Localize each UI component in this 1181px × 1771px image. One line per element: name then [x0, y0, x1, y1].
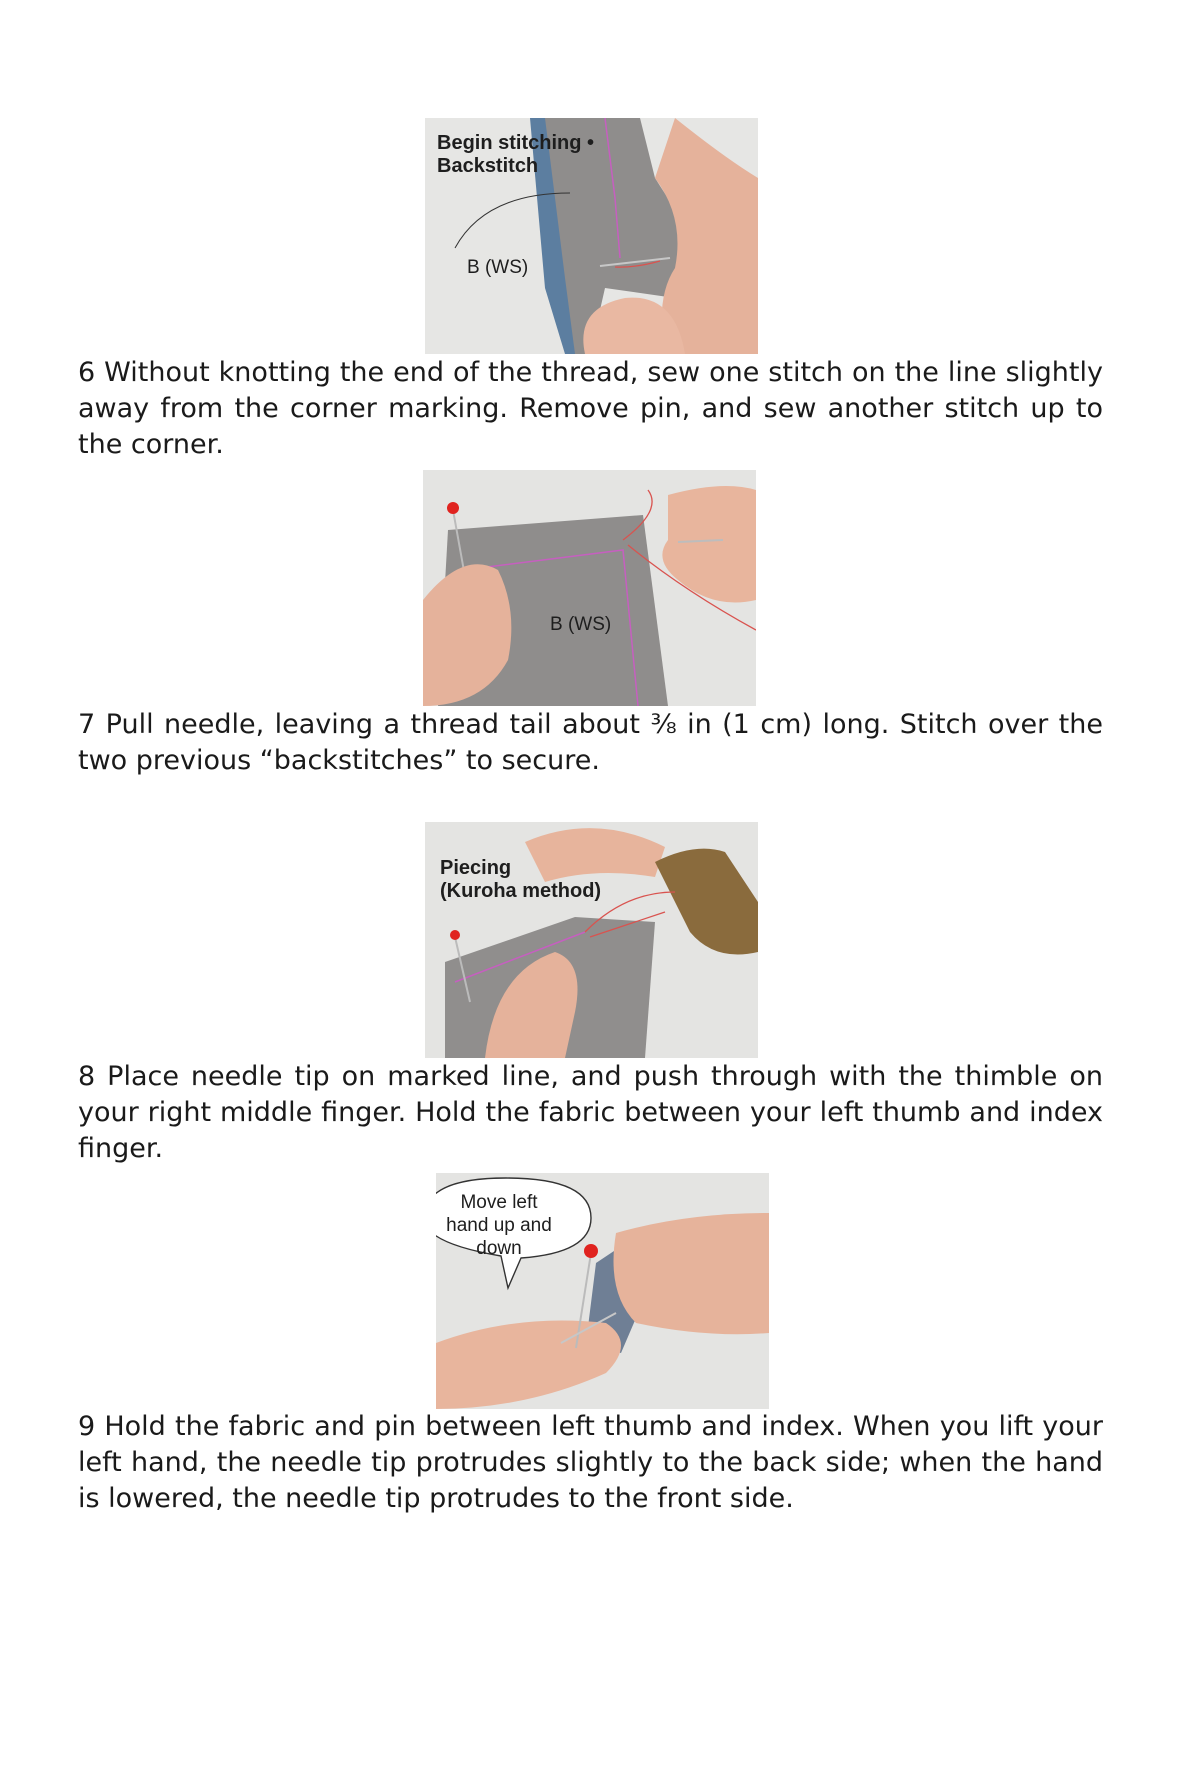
step-description: Without knotting the end of the thread, sew one stitch on the line slightly away from the corner marking. Remove pin, and sew another stitch up to the corner. [78, 357, 1103, 460]
step-8-text [78, 1059, 1103, 1167]
label-piecing: Piecing [440, 857, 512, 879]
step-6-photo [425, 118, 758, 354]
step-9-photo [436, 1173, 769, 1409]
step-8-photo [425, 822, 758, 1058]
step-description: Pull needle, leaving a thread tail about ⅜ in (1 cm) long. Stitch over the two previous “backstitches” to secure. [78, 709, 1103, 776]
step-6-text [78, 355, 1103, 463]
step-number: 8 [78, 1061, 96, 1092]
pin-head-icon [450, 930, 460, 940]
label-b-ws: B (WS) [467, 257, 529, 278]
step-description: Place needle tip on marked line, and push through with the thimble on your right middle finger. Hold the fabric between your left thumb and index finger. [78, 1061, 1103, 1164]
pin-head-icon [447, 502, 459, 514]
label-begin-stitching: Begin stitching • [437, 132, 595, 154]
bubble-line-3: down [476, 1238, 522, 1259]
step-number: 6 [78, 357, 96, 388]
bubble-line-1: Move left [460, 1192, 538, 1213]
label-kuroha-method: (Kuroha method) [440, 880, 602, 902]
bubble-line-2: hand up and [446, 1215, 552, 1236]
step-9-text [78, 1409, 1103, 1517]
label-backstitch: Backstitch [437, 155, 539, 177]
step-7-photo [423, 470, 756, 706]
step-description: Hold the fabric and pin between left thumb and index. When you lift your left hand, the needle tip protrudes slightly to the back side; when the hand is lowered, the needle tip protrudes to the front side. [78, 1411, 1103, 1514]
step-number: 9 [78, 1411, 96, 1442]
step-7-text [78, 707, 1103, 779]
step-number: 7 [78, 709, 96, 740]
label-b-ws: B (WS) [550, 614, 612, 635]
